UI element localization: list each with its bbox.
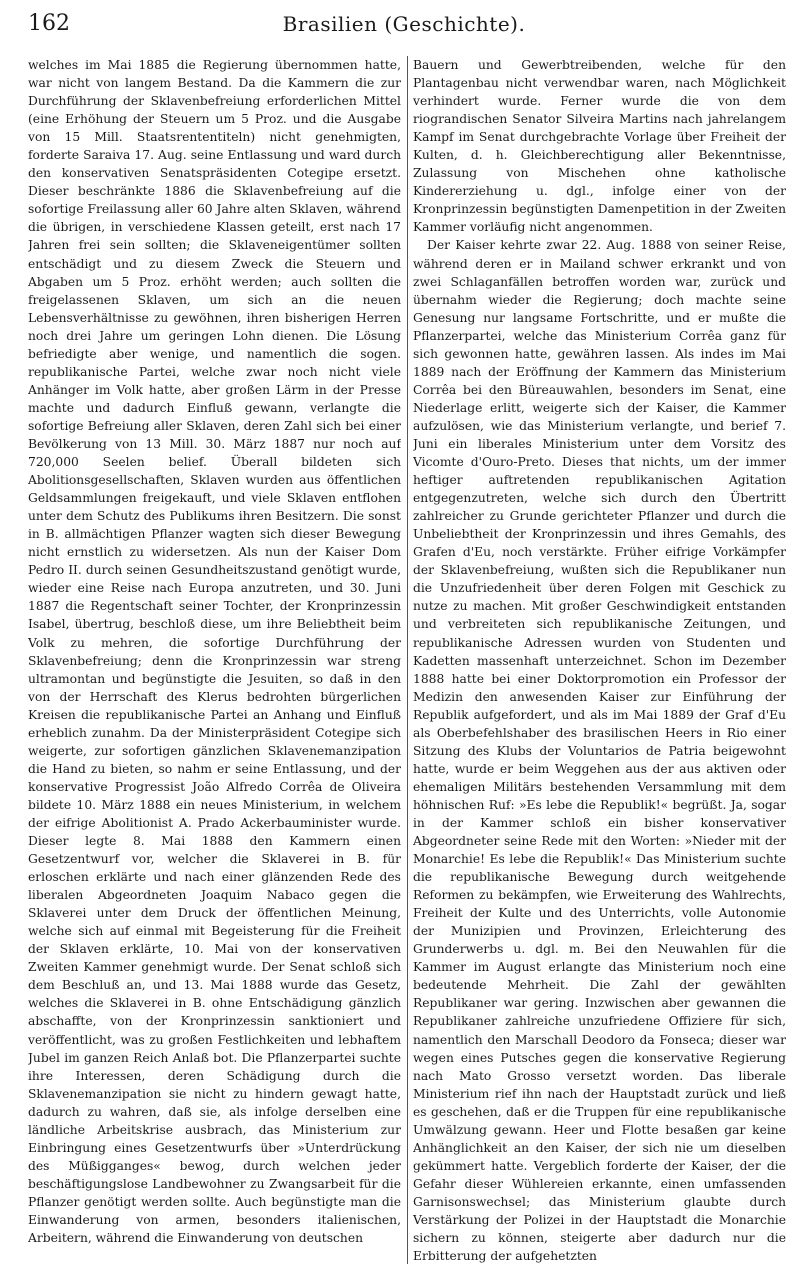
running-title: Brasilien (Geschichte). bbox=[282, 12, 526, 36]
page-number: 162 bbox=[28, 11, 70, 36]
left-column bbox=[28, 56, 401, 1264]
page-header bbox=[28, 8, 780, 40]
paragraph: Bauern und Gewerbtreibenden, welche für den Plantagenbau nicht verwendbar waren, nach Möglichkeit verhindert wurde. Ferner wurde die von dem riograndischen Senator Silveira Martins nach jahrelangem Kampf im Senat durchgebrachte Vorlage über Freiheit der Kulten, d. h. Gleichberechtigung aller Bekenntnisse, Zulassung von Mischehen ohne katholische Kindererziehung u. dgl., infolge einer von der Kronprinzessin begünstigten Damenpetition in der Zweiten Kammer vorläufig nicht angenommen. bbox=[413, 58, 786, 235]
column-divider bbox=[407, 56, 408, 1264]
paragraph: Der Kaiser kehrte zwar 22. Aug. 1888 von seiner Reise, während deren er in Mailand schwer erkrankt und von zwei Schlaganfällen betroffen worden war, zurück und übernahm wieder die Regierung; doch machte seine Genesung nur langsame Fortschritte, und er mußte die Pflanzerpartei, welche das Ministerium Corrêa ganz für sich gewonnen hatte, gewähren lassen. Als indes im Mai 1889 nach der Eröffnung der Kammern das Ministerium Corrêa bei den Büreauwahlen, besonders im Senat, eine Niederlage erlitt, weigerte sich der Kaiser, die Kammer aufzulösen, wie das Ministerium verlangte, und berief 7. Juni ein liberales Ministerium unter dem Vorsitz des Vicomte d'Ouro-Preto. Dieses that nichts, um der immer heftiger auftretenden republikanischen Agitation entgegenzutreten, welche sich durch den Übertritt zahlreicher zu Grunde gerichteter Pflanzer und durch die Unbeliebtheit der Kronprinzessin und ihres Gemahls, des Grafen d'Eu, noch verstärkte. Früher eifrige Vorkämpfer der Sklavenbefreiung, wußten sich die Republikaner nun die Unzufriedenheit über deren Folgen mit Geschick zu nutze zu machen. Mit großer Geschwindigkeit entstanden und verbreiteten sich republikanische Zeitungen, und republikanische Adressen wurden von Studenten und Kadetten massenhaft unterzeichnet. Schon im Dezember 1888 hatte bei einer Doktorpromotion ein Professor der Medizin den anwesenden Kaiser zur Einführung der Republik aufgefordert, und als im Mai 1889 der Graf d'Eu als Oberbefehlshaber des brasilischen Heers in Rio einer Sitzung des Klubs der Voluntarios de Patria beigewohnt hatte, wurde er beim Weggehen aus der aus aktiven oder ehemaligen Militärs bestehenden Versammlung mit dem höhnischen Ruf: »Es lebe die Republik!« begrüßt. Ja, sogar in der Kammer schloß ein bisher konservativer Abgeordneter seine Rede mit den Worten: »Nieder mit der Monarchie! Es lebe die Republik!« Das Ministerium suchte die republikanische Bewegung durch weitgehende Reformen zu bekämpfen, wie Erweiterung des Wahlrechts, Freiheit der Kulte und des Unterrichts, volle Autonomie der Munizipien und Provinzen, Erleichterung des Grunderwerbs u. dgl. m. Bei den Neuwahlen für die Kammer im August erlangte das Ministerium noch eine bedeutende Mehrheit. Die Zahl der gewählten Republikaner war gering. Inzwischen aber gewannen die Republikaner zahlreiche unzufriedene Offiziere für sich, namentlich den Marschall Deodoro da Fonseca; dieser war wegen eines Putsches gegen die konservative Regierung nach Mato Grosso versetzt worden. Das liberale Ministerium rief ihn nach der Hauptstadt zurück und ließ es geschehen, daß er die Truppen für eine republikanische Umwälzung gewann. Heer und Flotte besaßen gar keine Anhänglichkeit an den Kaiser, der sich nie um dieselben gekümmert hatte. Vergeblich forderte der Kaiser, der die Gefahr dieser Wühlereien erkannte, einen umfassenden Garnisonswechsel; das Ministerium glaubte durch Verstärkung der Polizei in der Hauptstadt die Monarchie sichern zu können, steigerte aber dadurch nur die Erbitterung der aufgehetzten bbox=[413, 238, 786, 1264]
paragraph: welches im Mai 1885 die Regierung übernommen hatte, war nicht von langem Bestand. Da die Kammern die zur Durchführung der Sklavenbefreiung erforderlichen Mittel (eine Erhöhung der Steuern um 5 Proz. und die Ausgabe von 15 Mill. Staatsrententiteln) nicht genehmigten, forderte Saraiva 17. Aug. seine Entlassung und ward durch den konservativen Senatspräsidenten Cotegipe ersetzt. Dieser beschränkte 1886 die Sklavenbefreiung auf die sofortige Freilassung aller 60 Jahre alten Sklaven, während die übrigen, in verschiedene Klassen geteilt, erst nach 17 Jahren frei sein sollten; die Sklaveneigentümer sollten entschädigt und zu diesem Zweck die Steuern und Abgaben um 5 Proz. erhöht werden; auch sollten die freigelassenen Sklaven, um sich an die neuen Lebensverhältnisse zu gewöhnen, ihren bisherigen Herren noch drei Jahre um geringen Lohn dienen. Die Lösung befriedigte aber wenige, und namentlich die sogen. republikanische Partei, welche zwar noch nicht viele Anhänger im Volk hatte, aber großen Lärm in der Presse machte und dadurch Einfluß gewann, verlangte die sofortige Befreiung aller Sklaven, deren Zahl sich bei einer Bevölkerung von 13 Mill. 30. März 1887 nur noch auf 720,000 Seelen belief. Überall bildeten sich Abolitionsgesellschaften, Sklaven wurden aus öffentlichen Geldsammlungen freigekauft, und viele Sklaven entflohen unter dem Schutz des Publikums ihren Besitzern. Die sonst in B. allmächtigen Pflanzer wagten sich dieser Bewegung nicht ernstlich zu widersetzen. Als nun der Kaiser Dom Pedro II. durch seinen Gesundheitszustand genötigt wurde, wieder eine Reise nach Europa anzutreten, und 30. Juni 1887 die Regentschaft seiner Tochter, der Kronprinzessin Isabel, übertrug, beschloß diese, um ihre Beliebtheit beim Volk zu mehren, die sofortige Durchführung der Sklavenbefreiung; denn die Kronprinzessin war streng ultramontan und begünstigte die Jesuiten, so daß in den von der Herrschaft des Klerus bedrohten bürgerlichen Kreisen die republikanische Partei an Anhang und Einfluß erheblich zunahm. Da der Ministerpräsident Cotegipe sich weigerte, zur sofortigen gänzlichen Sklavenemanzipation die Hand zu bieten, so nahm er seine Entlassung, und der konservative Progressist João Alfredo Corrêa de Oliveira bildete 10. März 1888 ein neues Ministerium, in welchem der eifrige Abolitionist A. Prado Ackerbauminister wurde. Dieser legte 8. Mai 1888 den Kammern einen Gesetzentwurf vor, welcher die Sklaverei in B. für erloschen erklärte und nach einer glänzenden Rede des liberalen Abgeordneten Joaquim Nabaco gegen die Sklaverei unter dem Druck der öffentlichen Meinung, welche sich auf einmal mit Begeisterung für die Freiheit der Sklaven erklärte, 10. Mai von der konservativen Zweiten Kammer genehmigt wurde. Der Senat schloß sich dem Beschluß an, und 13. Mai 1888 wurde das Gesetz, welches die Sklaverei in B. ohne Entschädigung gänzlich abschaffte, von der Kronprinzessin sanktioniert und veröffentlicht, was zu großen Festlichkeiten und lebhaftem Jubel im ganzen Reich Anlaß bot. Die Pflanzerpartei suchte ihre Interessen, deren Schädigung durch die Sklavenemanzipation sie nicht zu hindern gewagt hatte, dadurch zu wahren, daß sie, als infolge derselben eine ländliche Arbeitskrise ausbrach, das Ministerium zur Einbringung eines Gesetzentwurfs über »Unterdrückung des Müßigganges« bewog, durch welchen jeder beschäftigungslose Landbewohner zu Zwangsarbeit für die Pflanzer genötigt werden sollte. Auch begünstigte man die Einwanderung von armen, besonders italienischen, Arbeitern, während die Einwanderung von deutschen bbox=[28, 58, 401, 1246]
right-column bbox=[413, 56, 786, 1264]
text-columns bbox=[28, 56, 786, 1264]
